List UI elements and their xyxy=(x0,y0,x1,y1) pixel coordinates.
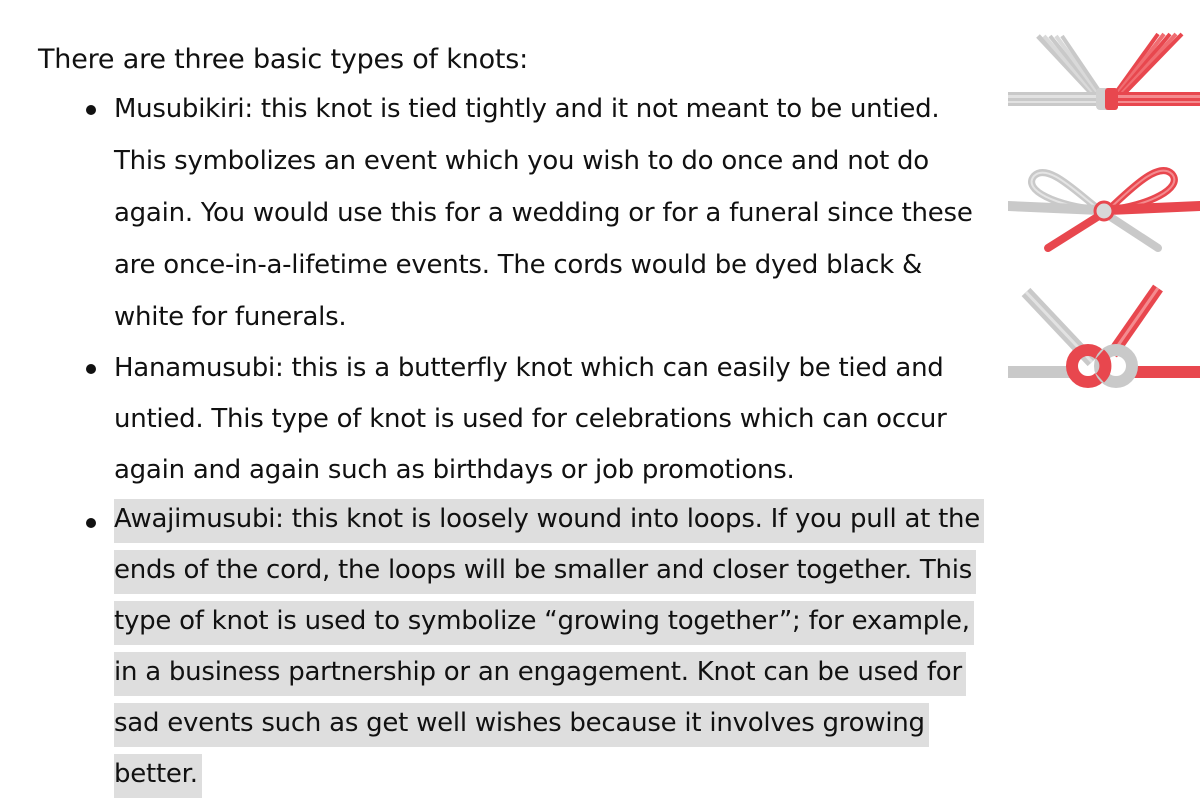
text-line: untied. This type of knot is used for celebrations which can occur xyxy=(114,404,947,434)
bullet xyxy=(86,518,96,528)
text-line: sad events such as get well wishes because it involves growing xyxy=(114,703,929,747)
text-line: ends of the cord, the loops will be smaller and closer together. This xyxy=(114,550,976,594)
intro-text: There are three basic types of knots: xyxy=(38,44,529,75)
text-line: Awajimusubi: this knot is loosely wound into loops. If you pull at the xyxy=(114,499,984,543)
text-line: type of knot is used to symbolize “growing together”; for example, xyxy=(114,601,974,645)
text-line: Hanamusubi: this is a butterfly knot which can easily be tied and xyxy=(114,353,944,383)
bullet xyxy=(86,364,96,374)
text-line: again. You would use this for a wedding or for a funeral since these xyxy=(114,198,973,228)
text-line: better. xyxy=(114,754,202,798)
awajimusubi-knot-icon xyxy=(1008,278,1200,398)
text-line: This symbolizes an event which you wish to do once and not do xyxy=(114,146,929,176)
musubikiri-knot-icon xyxy=(1008,24,1200,134)
hanamusubi-knot-icon xyxy=(1008,152,1200,262)
text-line: Musubikiri: this knot is tied tightly and it not meant to be untied. xyxy=(114,94,940,124)
text-line: again and again such as birthdays or job promotions. xyxy=(114,455,795,485)
text-line: are once-in-a-lifetime events. The cords would be dyed black & xyxy=(114,250,922,280)
text-line: white for funerals. xyxy=(114,302,347,332)
bullet xyxy=(86,105,96,115)
text-line: in a business partnership or an engagement. Knot can be used for xyxy=(114,652,966,696)
